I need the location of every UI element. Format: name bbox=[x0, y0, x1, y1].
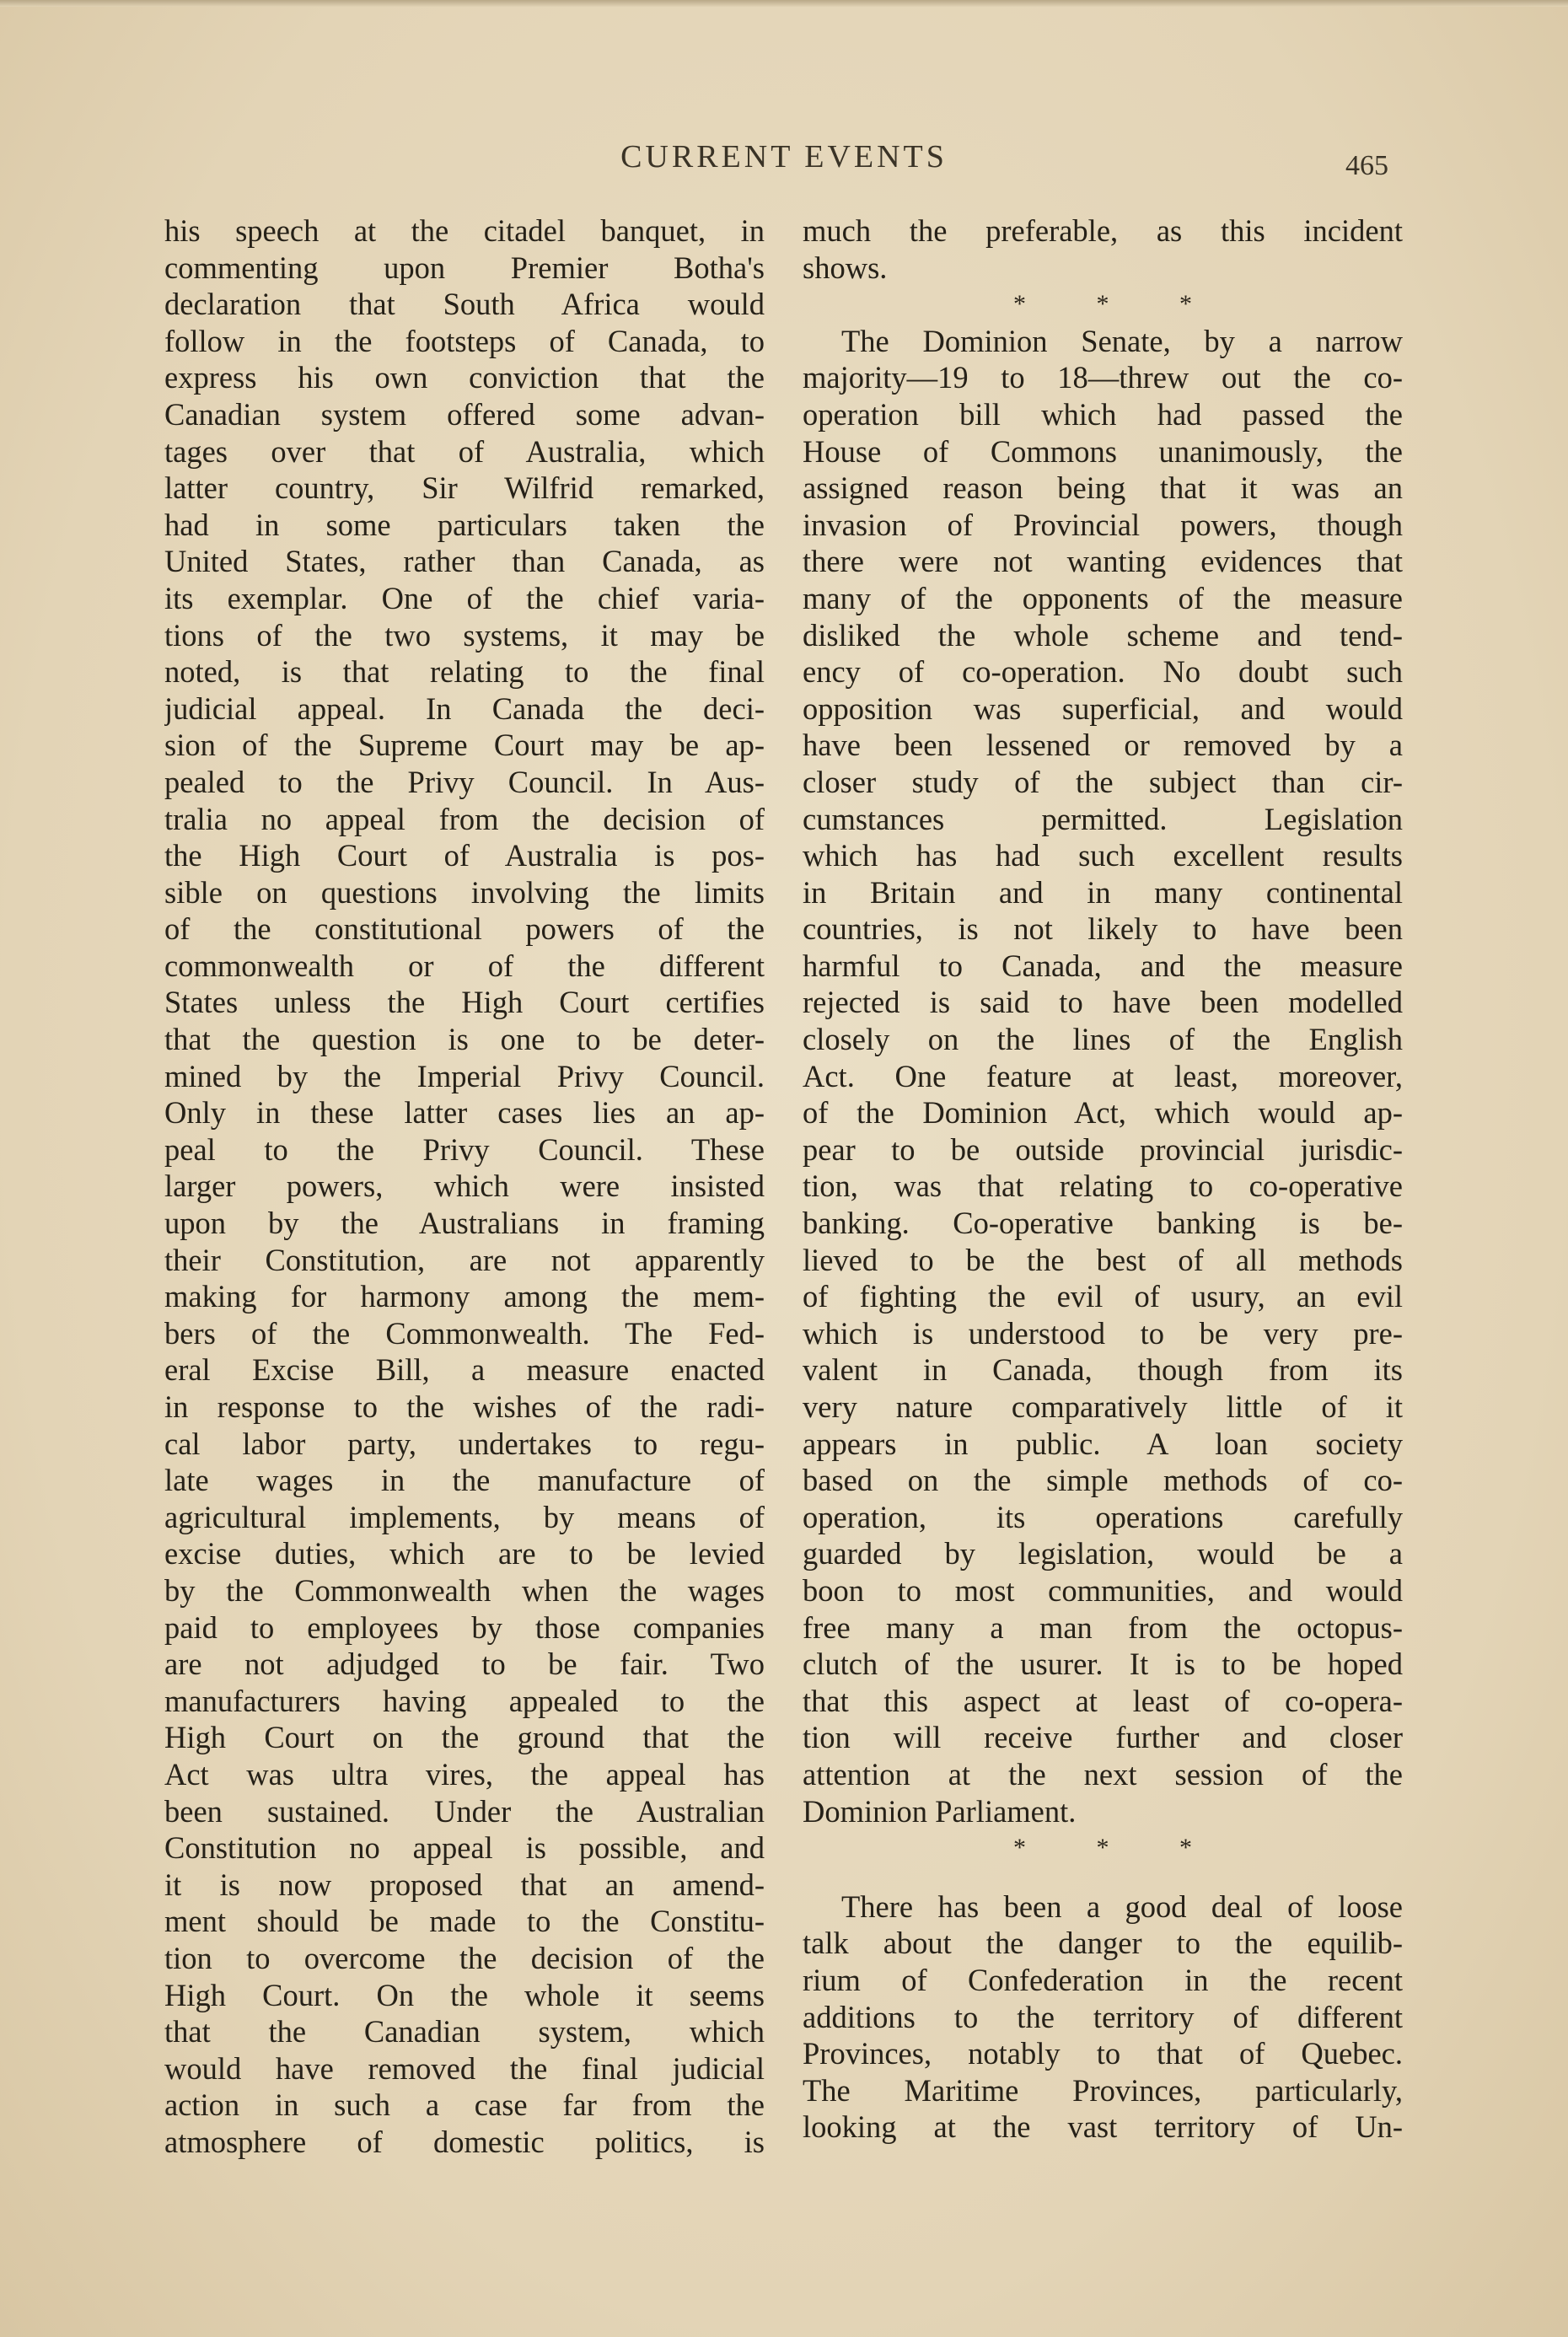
text-line: its exemplar. One of the chief varia- bbox=[164, 580, 765, 615]
text-line: High Court on the ground that the bbox=[164, 1720, 765, 1755]
text-line: Provinces, notably to that of Quebec. bbox=[803, 2036, 1403, 2071]
text-line: peal to the Privy Council. These bbox=[164, 1131, 765, 1167]
text-line: opposition was superficial, and would bbox=[803, 690, 1403, 726]
text-line: majority—19 to 18—threw out the co- bbox=[803, 360, 1403, 395]
text-line: of the constitutional powers of the bbox=[164, 911, 765, 947]
text-line: tion, was that relating to co-operative bbox=[803, 1168, 1403, 1204]
text-line: many of the opponents of the measure bbox=[803, 580, 1403, 615]
text-line: commenting upon Premier Botha's bbox=[164, 250, 765, 285]
page-header bbox=[0, 133, 1568, 184]
text-line: larger powers, which were insisted bbox=[164, 1168, 765, 1204]
text-line: Constitution no appeal is possible, and bbox=[164, 1830, 765, 1866]
text-line: declaration that South Africa would bbox=[164, 287, 765, 322]
text-line: countries, is not likely to have been bbox=[803, 911, 1403, 947]
text-line: based on the simple methods of co- bbox=[803, 1463, 1403, 1498]
text-line: tion will receive further and closer bbox=[803, 1720, 1403, 1755]
text-line: paid to employees by those companies bbox=[164, 1609, 765, 1645]
text-line: Act. One feature at least, moreover, bbox=[803, 1058, 1403, 1093]
paragraph-gap bbox=[803, 1867, 1403, 1888]
text-line: guarded by legislation, would be a bbox=[803, 1536, 1403, 1571]
text-line: of fighting the evil of usury, an evil bbox=[803, 1279, 1403, 1314]
text-line: making for harmony among the mem- bbox=[164, 1279, 765, 1314]
text-line: Dominion Parliament. bbox=[803, 1793, 1077, 1829]
text-line: latter country, Sir Wilfrid remarked, bbox=[164, 470, 765, 506]
text-line: assigned reason being that it was an bbox=[803, 470, 1403, 506]
text-line: in Britain and in many continental bbox=[803, 874, 1403, 910]
text-line: very nature comparatively little of it bbox=[803, 1389, 1403, 1424]
page-top-edge bbox=[0, 0, 1568, 7]
text-line: additions to the territory of different bbox=[803, 1999, 1403, 2034]
running-title: CURRENT EVENTS bbox=[620, 139, 948, 175]
text-line: bers of the Commonwealth. The Fed- bbox=[164, 1315, 765, 1351]
text-line: that this aspect at least of co-opera- bbox=[803, 1683, 1403, 1718]
text-line: operation bill which had passed the bbox=[803, 396, 1403, 432]
text-line: rejected is said to have been modelled bbox=[803, 985, 1403, 1020]
text-line: are not adjudged to be fair. Two bbox=[164, 1647, 765, 1682]
text-line: judicial appeal. In Canada the deci- bbox=[164, 690, 765, 726]
text-line: banking. Co-operative banking is be- bbox=[803, 1206, 1403, 1241]
text-line: of the Dominion Act, which would ap- bbox=[803, 1095, 1403, 1131]
paragraph-senate-cooperation-bill bbox=[803, 323, 1403, 1829]
text-line: tion to overcome the decision of the bbox=[164, 1940, 765, 1975]
text-line: tages over that of Australia, which bbox=[164, 433, 765, 469]
text-line: There has been a good deal of loose bbox=[841, 1888, 1403, 1924]
text-line: eral Excise Bill, a measure enacted bbox=[164, 1352, 765, 1388]
text-line: which has had such excellent results bbox=[803, 838, 1403, 873]
left-column bbox=[164, 212, 765, 2160]
text-line: there were not wanting evidences that bbox=[803, 544, 1403, 579]
text-line: have been lessened or removed by a bbox=[803, 728, 1403, 763]
text-line: closer study of the subject than cir- bbox=[803, 764, 1403, 799]
text-line: been sustained. Under the Australian bbox=[164, 1793, 765, 1829]
text-line: which is understood to be very pre- bbox=[803, 1315, 1403, 1351]
text-line: would have removed the final judicial bbox=[164, 2050, 765, 2086]
text-line: it is now proposed that an amend- bbox=[164, 1867, 765, 1902]
text-line: action in such a case far from the bbox=[164, 2087, 765, 2123]
text-line: noted, is that relating to the final bbox=[164, 654, 765, 690]
text-line: United States, rather than Canada, as bbox=[164, 544, 765, 579]
text-line: closely on the lines of the English bbox=[803, 1022, 1403, 1057]
text-line: manufacturers having appealed to the bbox=[164, 1683, 765, 1718]
text-line: High Court. On the whole it seems bbox=[164, 1977, 765, 2012]
text-line: sible on questions involving the limits bbox=[164, 874, 765, 910]
text-line: rium of Confederation in the recent bbox=[803, 1962, 1403, 1997]
section-separator: * * * bbox=[1013, 290, 1224, 319]
text-line: his speech at the citadel banquet, in bbox=[164, 213, 765, 248]
text-line: their Constitution, are not apparently bbox=[164, 1242, 765, 1277]
page-number: 465 bbox=[1345, 150, 1388, 181]
text-line: that the Canadian system, which bbox=[164, 2014, 765, 2050]
text-line: clutch of the usurer. It is to be hoped bbox=[803, 1647, 1403, 1682]
text-line: disliked the whole scheme and tend- bbox=[803, 617, 1403, 653]
text-line: shows. bbox=[803, 250, 888, 285]
text-line: Act was ultra vires, the appeal has bbox=[164, 1756, 765, 1792]
text-line: pealed to the Privy Council. In Aus- bbox=[164, 764, 765, 799]
text-line: The Dominion Senate, by a narrow bbox=[841, 323, 1403, 358]
text-line: that the question is one to be deter- bbox=[164, 1022, 765, 1057]
text-line: House of Commons unanimously, the bbox=[803, 433, 1403, 469]
text-line: looking at the vast territory of Un- bbox=[803, 2109, 1403, 2145]
text-line: The Maritime Provinces, particularly, bbox=[803, 2072, 1403, 2108]
text-line: follow in the footsteps of Canada, to bbox=[164, 323, 765, 358]
text-line: invasion of Provincial powers, though bbox=[803, 507, 1403, 542]
text-line: by the Commonwealth when the wages bbox=[164, 1572, 765, 1608]
text-line: upon by the Australians in framing bbox=[164, 1206, 765, 1241]
text-line: valent in Canada, though from its bbox=[803, 1352, 1403, 1388]
text-line: ency of co-operation. No doubt such bbox=[803, 654, 1403, 690]
section-separator: * * * bbox=[1013, 1834, 1224, 1862]
text-line: pear to be outside provincial jurisdic- bbox=[803, 1131, 1403, 1167]
text-line: the High Court of Australia is pos- bbox=[164, 838, 765, 873]
text-line: cumstances permitted. Legislation bbox=[803, 801, 1403, 836]
paragraph-continued bbox=[803, 212, 1403, 286]
text-line: cal labor party, undertakes to regu- bbox=[164, 1426, 765, 1461]
text-line: agricultural implements, by means of bbox=[164, 1499, 765, 1534]
text-line: Canadian system offered some advan- bbox=[164, 396, 765, 432]
text-line: attention at the next session of the bbox=[803, 1756, 1403, 1792]
text-line: States unless the High Court certifies bbox=[164, 985, 765, 1020]
text-line: tions of the two systems, it may be bbox=[164, 617, 765, 653]
text-line: operation, its operations carefully bbox=[803, 1499, 1403, 1534]
text-line: sion of the Supreme Court may be ap- bbox=[164, 728, 765, 763]
text-line: boon to most communities, and would bbox=[803, 1572, 1403, 1608]
text-line: lieved to be the best of all methods bbox=[803, 1242, 1403, 1277]
paragraph-confederation-territory bbox=[803, 1888, 1403, 2146]
text-line: commonwealth or of the different bbox=[164, 948, 765, 983]
text-line: free many a man from the octopus- bbox=[803, 1609, 1403, 1645]
text-line: talk about the danger to the equilib- bbox=[803, 1926, 1403, 1961]
text-line: express his own conviction that the bbox=[164, 360, 765, 395]
text-line: in response to the wishes of the radi- bbox=[164, 1389, 765, 1424]
text-line: much the preferable, as this incident bbox=[803, 213, 1403, 248]
text-line: mined by the Imperial Privy Council. bbox=[164, 1058, 765, 1093]
text-line: ment should be made to the Constitu- bbox=[164, 1904, 765, 1939]
text-line: Only in these latter cases lies an ap- bbox=[164, 1095, 765, 1131]
text-line: appears in public. A loan society bbox=[803, 1426, 1403, 1461]
text-line: tralia no appeal from the decision of bbox=[164, 801, 765, 836]
text-line: excise duties, which are to be levied bbox=[164, 1536, 765, 1571]
text-line: had in some particulars taken the bbox=[164, 507, 765, 542]
text-line: harmful to Canada, and the measure bbox=[803, 948, 1403, 983]
right-column bbox=[803, 212, 1403, 2146]
text-line: atmosphere of domestic politics, is bbox=[164, 2124, 765, 2159]
text-line: late wages in the manufacture of bbox=[164, 1463, 765, 1498]
